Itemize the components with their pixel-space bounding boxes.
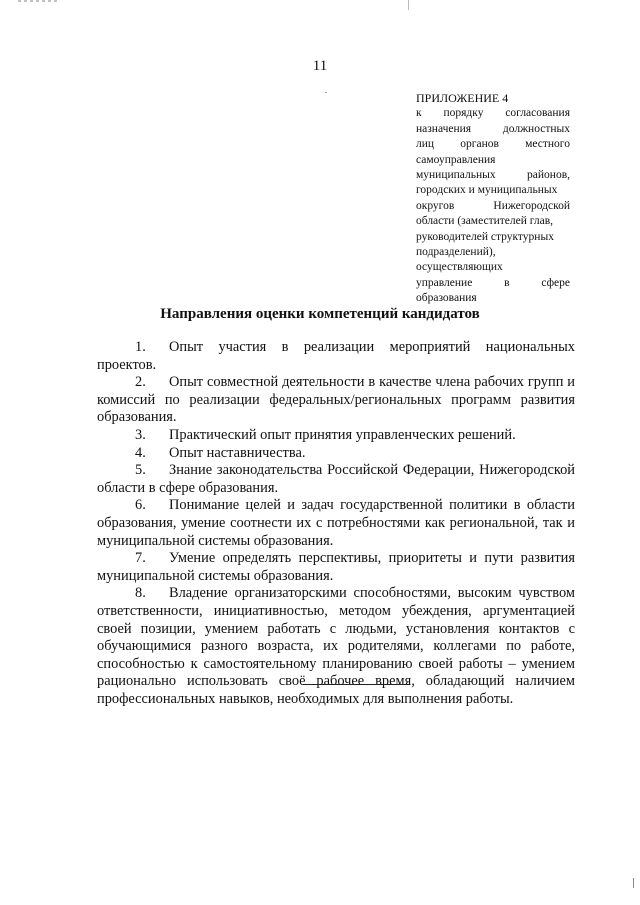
appendix-word: сфере	[541, 276, 570, 289]
list-item	[97, 445, 575, 463]
appendix-title: ПРИЛОЖЕНИЕ 4	[416, 91, 509, 105]
appendix-word: районов,	[527, 169, 570, 182]
scan-artifact-right	[633, 878, 634, 888]
list-item	[97, 374, 575, 427]
list-item	[97, 427, 575, 445]
appendix-line	[416, 183, 570, 198]
page-number: 11	[312, 58, 328, 74]
list-item-number: 2.	[135, 374, 146, 391]
list-item	[97, 585, 575, 708]
appendix-word: порядку	[443, 107, 484, 120]
appendix-word: руководителей структурных	[416, 230, 554, 243]
appendix-line	[416, 291, 570, 306]
appendix-line	[416, 106, 570, 121]
appendix-line	[416, 153, 570, 168]
list-item-text: Умение определять перспективы, приоритеты и пути развития муниципальной системы образования.	[97, 550, 575, 584]
appendix-line	[416, 199, 570, 214]
appendix-line	[416, 245, 570, 260]
appendix-word: органов	[460, 138, 499, 151]
list-item-number: 3.	[135, 426, 146, 443]
appendix-word: Нижегородской	[493, 199, 570, 212]
appendix-line	[416, 260, 570, 275]
list-item-text: Опыт наставничества.	[169, 444, 306, 461]
list-item-number: 5.	[135, 462, 146, 479]
appendix-word: осуществляющих	[416, 261, 503, 274]
appendix-lines	[416, 106, 570, 306]
list-item-number: 8.	[135, 585, 146, 602]
list-item-text: Знание законодательства Российской Федерации, Нижегородской области в сфере образования.	[97, 462, 575, 496]
list-item-number: 7.	[135, 550, 146, 567]
appendix-word: должностных	[502, 122, 570, 135]
appendix-line	[416, 122, 570, 137]
appendix-word: согласования	[505, 107, 570, 120]
list-item	[97, 497, 575, 550]
appendix-word: в	[504, 276, 510, 289]
appendix-line	[416, 168, 570, 183]
list-item-text: Практический опыт принятия управленческих решений.	[169, 426, 516, 443]
appendix-block	[416, 91, 570, 307]
list-item-number: 6.	[135, 497, 146, 514]
appendix-word: округов	[416, 199, 455, 212]
appendix-word: подразделений),	[416, 246, 496, 259]
closing-rule	[303, 684, 410, 685]
appendix-line	[416, 214, 570, 229]
list-item	[97, 339, 575, 374]
appendix-line	[416, 137, 570, 152]
appendix-line	[416, 276, 570, 291]
appendix-line	[416, 230, 570, 245]
appendix-word: муниципальных	[416, 169, 496, 182]
list-item-number: 1.	[135, 339, 146, 355]
appendix-word: к	[416, 107, 422, 120]
competency-list	[97, 339, 575, 708]
scan-artifact-top-mid	[408, 0, 409, 10]
list-item	[97, 550, 575, 585]
list-item	[97, 462, 575, 497]
appendix-word: местного	[525, 138, 570, 151]
list-item-text: Опыт участия в реализации мероприятий национальных проектов.	[97, 339, 575, 373]
list-item-text: Опыт совместной деятельности в качестве члена рабочих групп и комиссий по реализации федеральных/региональных программ развития образования.	[97, 374, 575, 426]
scan-artifact-dot	[325, 92, 327, 93]
list-item-number: 4.	[135, 444, 146, 461]
appendix-word: назначения	[416, 122, 472, 135]
list-item-text: Владение организаторскими способностями, высоким чувством ответственности, инициативностью, методом убеждения, аргументацией своей позиции, умением работать с людьми, установления контактов с обучающимися разного возраста, их родителями, коллегами по работе, способностью к самостоятельному планированию своей работы – умением рационально использовать своё рабочее время, обладающий наличием профессиональных навыков, необходимых для выполнения работы.	[97, 585, 575, 707]
appendix-word: области (заместителей глав,	[416, 215, 554, 228]
scan-artifact-top-left	[18, 0, 58, 2]
appendix-word: самоуправления	[416, 153, 496, 166]
document-heading: Направления оценки компетенций кандидатов	[160, 306, 480, 322]
list-item-text: Понимание целей и задач государственной политики в области образования, умение соотнести их с потребностями как региональной, так и муниципальной системы образования.	[97, 497, 575, 549]
appendix-word: городских и муниципальных	[416, 184, 558, 197]
appendix-word: образования	[416, 292, 477, 305]
appendix-word: управление	[416, 276, 473, 289]
appendix-word: лиц	[416, 138, 435, 151]
